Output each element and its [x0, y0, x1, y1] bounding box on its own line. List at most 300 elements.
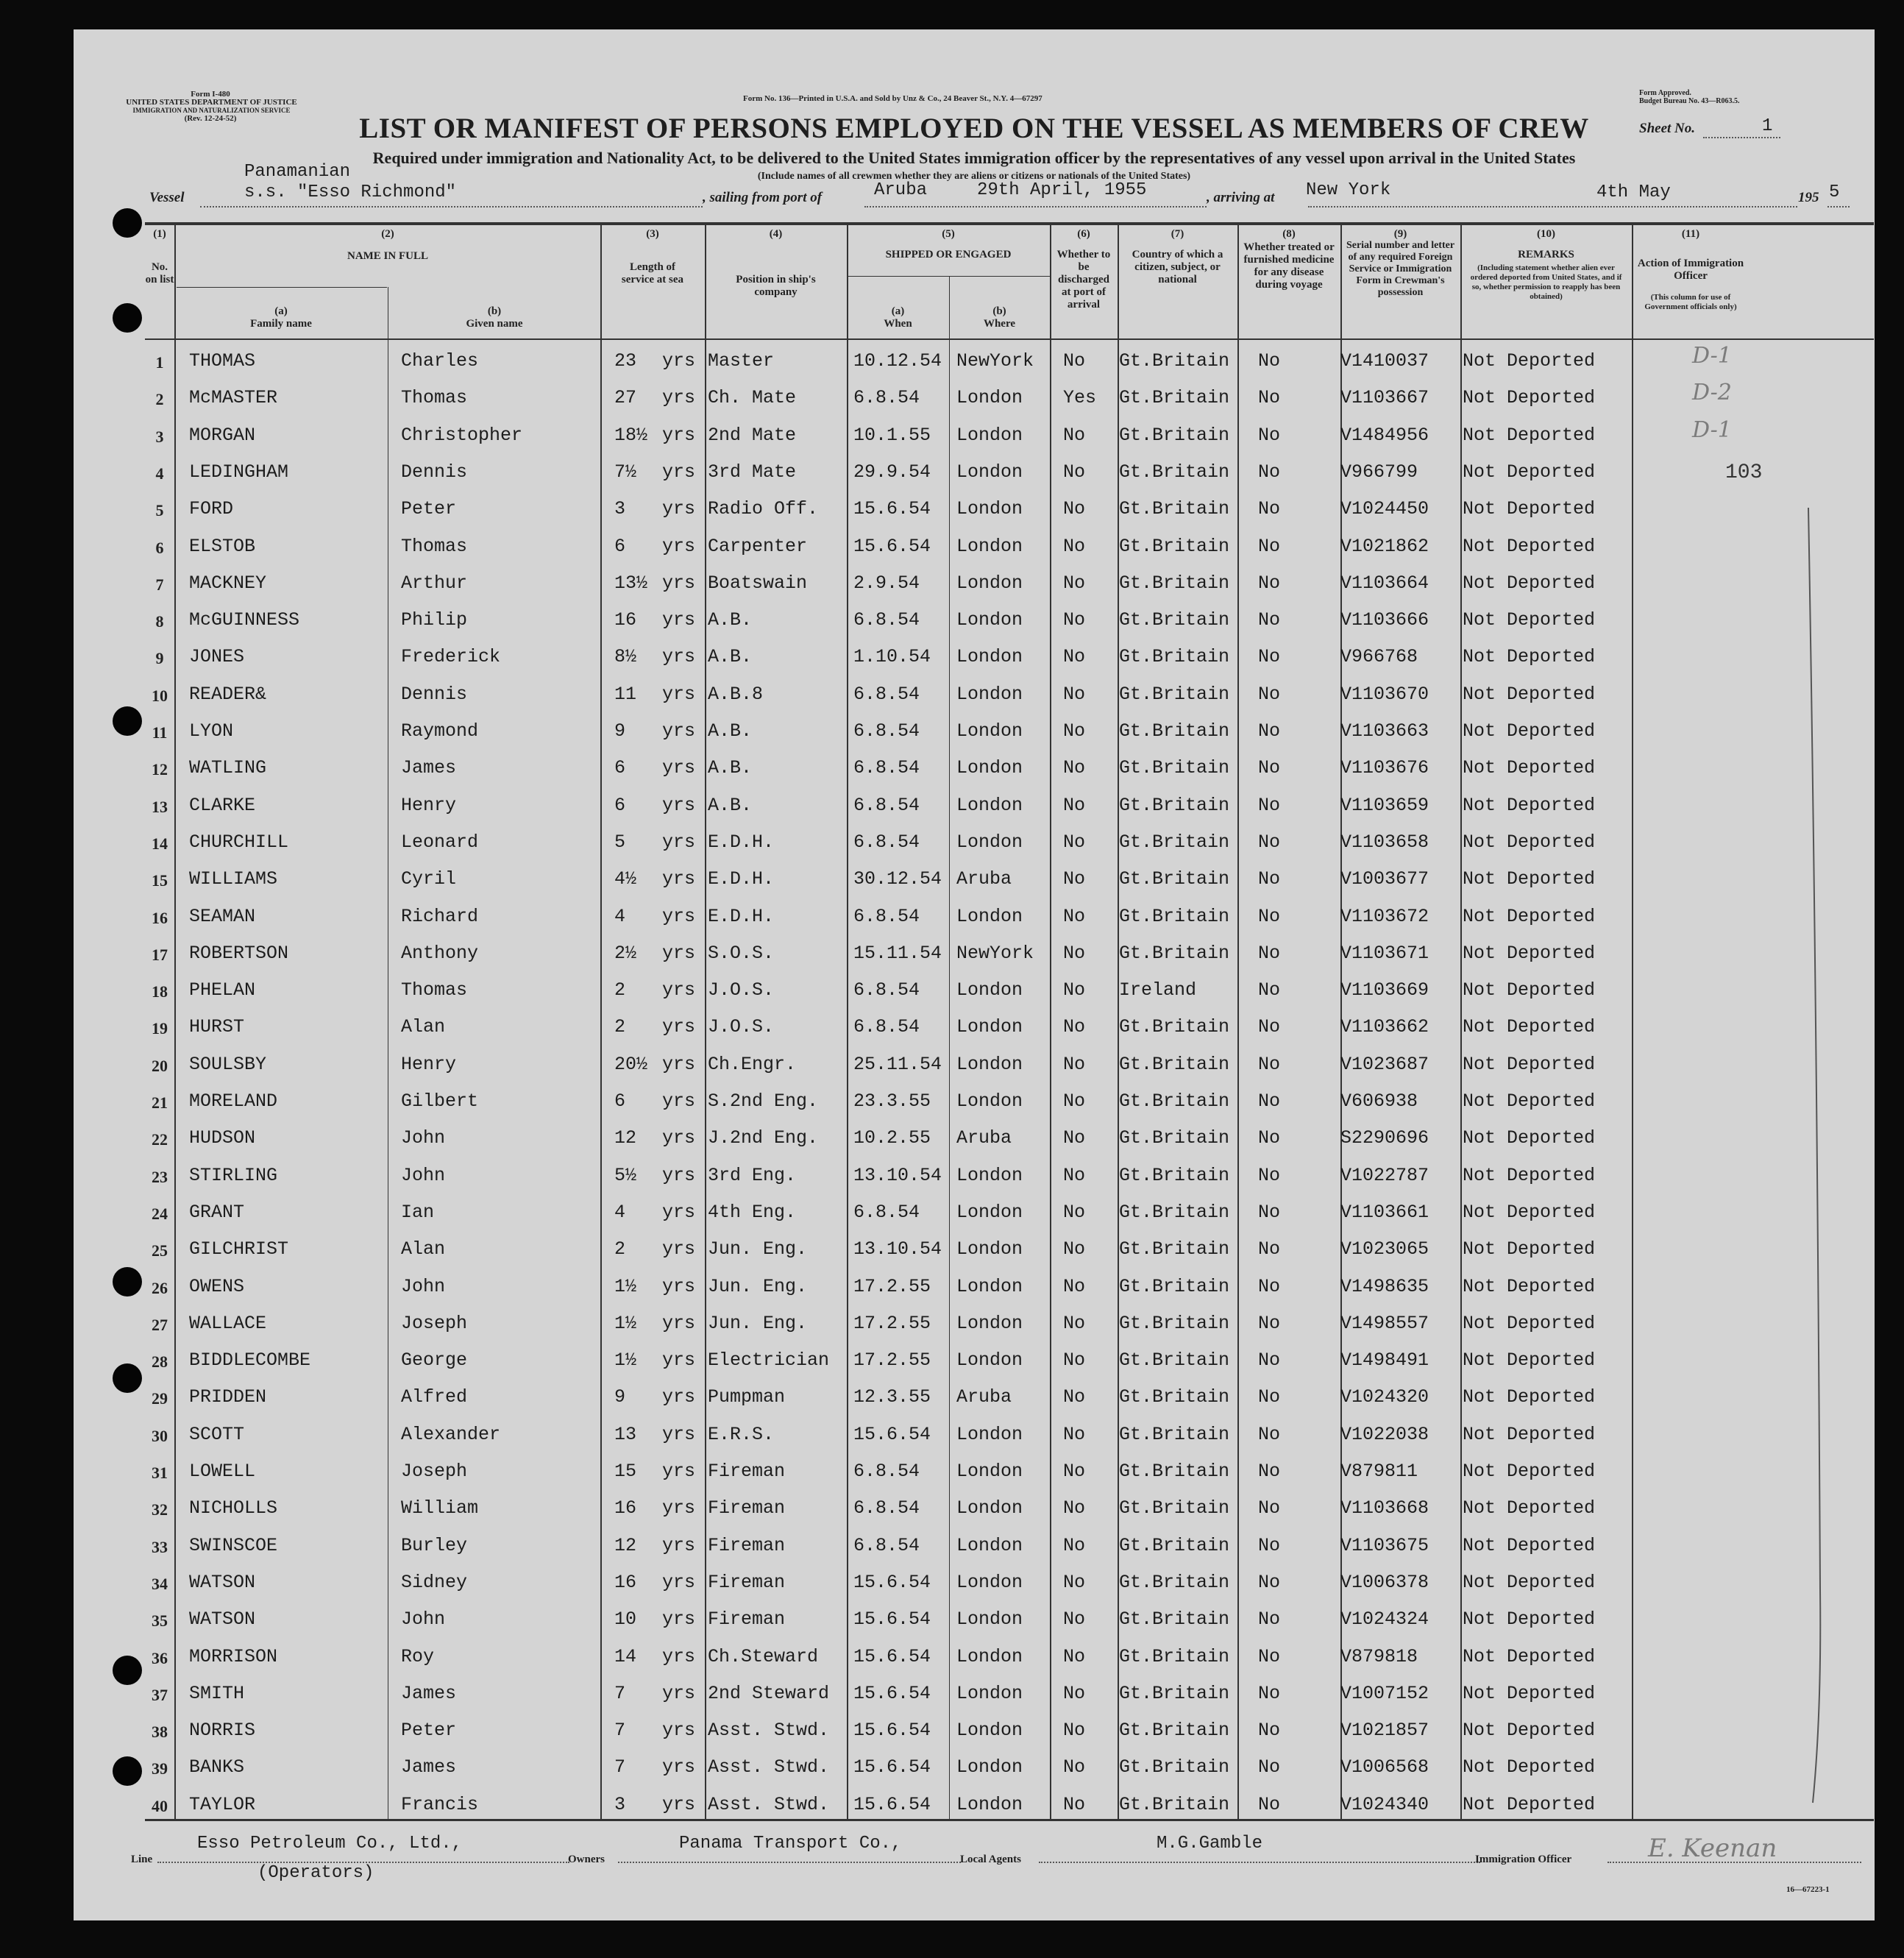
table-row: [74, 1493, 1875, 1530]
service-unit: yrs: [662, 1053, 696, 1075]
service-unit: yrs: [662, 720, 696, 742]
shipped-where: Aruba: [956, 868, 1012, 890]
treated: No: [1258, 794, 1281, 816]
treated: No: [1258, 1534, 1281, 1556]
country: Gt.Britain: [1119, 461, 1230, 483]
name-subdivide-rule: [177, 287, 387, 288]
shipped-where: London: [956, 1016, 1023, 1038]
shipped-where: London: [956, 1720, 1023, 1742]
table-header-rule: [145, 338, 1874, 340]
table-row: [74, 642, 1875, 678]
row-number: 23: [152, 1167, 168, 1186]
vessel-name: s.s. "Esso Richmond": [244, 182, 457, 202]
country: Gt.Britain: [1119, 1756, 1230, 1778]
serial-number: V1024324: [1340, 1608, 1429, 1631]
form-approved: Form Approved.: [1639, 89, 1691, 97]
country: Gt.Britain: [1119, 387, 1230, 409]
country: Gt.Britain: [1119, 535, 1230, 557]
country: Gt.Britain: [1119, 1349, 1230, 1372]
discharged: No: [1063, 1201, 1086, 1223]
position: 4th Eng.: [708, 1201, 797, 1223]
table-row: [74, 1530, 1875, 1567]
given-name: John: [401, 1275, 446, 1297]
table-row: [74, 1123, 1875, 1160]
remarks: Not Deported: [1463, 868, 1596, 890]
service-length: 4: [614, 1201, 626, 1223]
service-length: 27: [614, 387, 637, 409]
table-row: [74, 1086, 1875, 1123]
discharged: No: [1063, 424, 1086, 446]
owners-value: Panama Transport Co.,: [679, 1834, 902, 1854]
treated: No: [1258, 1053, 1281, 1075]
remarks: Not Deported: [1463, 1534, 1596, 1556]
given-name: Gilbert: [401, 1090, 479, 1112]
discharged: No: [1063, 535, 1086, 557]
officer-label: Immigration Officer: [1475, 1854, 1572, 1865]
col2-label: NAME IN FULL: [347, 250, 428, 262]
remarks: Not Deported: [1463, 498, 1596, 520]
given-name: Peter: [401, 1720, 457, 1742]
shipped-where: London: [956, 609, 1023, 631]
punch-hole: [113, 1656, 142, 1685]
given-name: Henry: [401, 794, 457, 816]
shipped-when: 15.6.54: [853, 1608, 931, 1631]
country: Gt.Britain: [1119, 831, 1230, 853]
shipped-when: 29.9.54: [853, 461, 931, 483]
given-name: Frederick: [401, 646, 501, 668]
discharged: No: [1063, 461, 1086, 483]
treated: No: [1258, 1720, 1281, 1742]
shipped-where: London: [956, 1608, 1023, 1631]
position: 2nd Steward: [708, 1682, 830, 1704]
family-name: ROBERTSON: [189, 942, 289, 964]
discharged: Yes: [1063, 387, 1097, 409]
service-length: 16: [614, 1571, 637, 1593]
serial-number: V879811: [1340, 1461, 1418, 1482]
treated: No: [1258, 535, 1281, 557]
discharged: No: [1063, 1608, 1086, 1631]
table-row: [74, 679, 1875, 716]
family-name: THOMAS: [189, 350, 256, 372]
service-length: 10: [614, 1608, 637, 1631]
remarks: Not Deported: [1463, 350, 1596, 372]
country: Gt.Britain: [1119, 905, 1230, 927]
given-name: Roy: [401, 1645, 435, 1667]
shipped-where: London: [956, 387, 1023, 409]
family-name: McGUINNESS: [189, 609, 300, 631]
serial-number: V1103668: [1340, 1497, 1429, 1519]
family-name: BIDDLECOMBE: [189, 1349, 311, 1372]
given-name: Joseph: [401, 1312, 468, 1334]
row-number: 9: [155, 649, 164, 668]
family-name: NORRIS: [189, 1720, 256, 1742]
line-label: Line: [131, 1854, 153, 1865]
discharged: No: [1063, 1053, 1086, 1075]
shipped-when: 6.8.54: [853, 1534, 920, 1556]
position: Jun. Eng.: [708, 1238, 808, 1260]
treated: No: [1258, 424, 1281, 446]
row-number: 11: [152, 723, 168, 742]
serial-number: V1103659: [1340, 794, 1429, 816]
treated: No: [1258, 498, 1281, 520]
treated: No: [1258, 1793, 1281, 1815]
remarks: Not Deported: [1463, 424, 1596, 446]
shipped-when: 10.2.55: [853, 1127, 931, 1149]
shipped-when: 15.6.54: [853, 1720, 931, 1742]
shipped-where: London: [956, 535, 1023, 557]
shipped-when: 15.6.54: [853, 1571, 931, 1593]
shipped-where: London: [956, 1164, 1023, 1186]
service-length: 9: [614, 1386, 626, 1408]
serial-number: V1022038: [1340, 1423, 1429, 1445]
given-name: Francis: [401, 1793, 479, 1815]
service-unit: yrs: [662, 794, 696, 816]
remarks: Not Deported: [1463, 757, 1596, 779]
arriving-date: 4th May: [1596, 182, 1671, 202]
country: Gt.Britain: [1119, 942, 1230, 964]
discharged: No: [1063, 1312, 1086, 1334]
given-name: Alfred: [401, 1386, 468, 1408]
family-name: WATSON: [189, 1608, 256, 1631]
serial-number: V966799: [1340, 461, 1418, 483]
service-unit: yrs: [662, 1793, 696, 1815]
discharged: No: [1063, 1756, 1086, 1778]
service-unit: yrs: [662, 979, 696, 1001]
remarks: Not Deported: [1463, 1164, 1596, 1186]
serial-number: V1007152: [1340, 1682, 1429, 1704]
service-unit: yrs: [662, 1720, 696, 1742]
arriving-underline: [1308, 206, 1797, 207]
row-number: 26: [152, 1278, 168, 1297]
service-unit: yrs: [662, 1645, 696, 1667]
table-row: [74, 827, 1875, 864]
service-length: 6: [614, 757, 626, 779]
treated: No: [1258, 1386, 1281, 1408]
country: Gt.Britain: [1119, 1645, 1230, 1667]
discharged: No: [1063, 794, 1086, 816]
discharged: No: [1063, 609, 1086, 631]
treated: No: [1258, 905, 1281, 927]
budget-bureau: Budget Bureau No. 43—R063.5.: [1639, 97, 1740, 105]
table-row: [74, 1197, 1875, 1234]
discharged: No: [1063, 1682, 1086, 1704]
shipped-when: 6.8.54: [853, 1016, 920, 1038]
position: Fireman: [708, 1534, 786, 1556]
row-number: 10: [152, 686, 168, 705]
remarks: Not Deported: [1463, 1312, 1596, 1334]
treated: No: [1258, 646, 1281, 668]
col5-number: (5): [942, 228, 955, 240]
service-length: 5½: [614, 1164, 637, 1186]
col5b-letter: (b): [992, 305, 1006, 317]
treated: No: [1258, 1016, 1281, 1038]
position: Electrician: [708, 1349, 830, 1372]
country: Gt.Britain: [1119, 1423, 1230, 1445]
given-name: Christopher: [401, 424, 523, 446]
col9-label: Serial number and letter of any required Foreign Service or Immigration Form in Crewman's possession: [1346, 240, 1455, 298]
position: Boatswain: [708, 572, 808, 594]
family-name: PHELAN: [189, 979, 256, 1001]
remarks: Not Deported: [1463, 1386, 1596, 1408]
shipped-when: 17.2.55: [853, 1312, 931, 1334]
serial-number: V1103662: [1340, 1016, 1429, 1038]
treated: No: [1258, 1461, 1281, 1482]
row-number: 37: [152, 1685, 168, 1704]
shipped-where: London: [956, 646, 1023, 668]
shipped-where: London: [956, 461, 1023, 483]
serial-number: V1103675: [1340, 1534, 1429, 1556]
page-subtitle: Required under immigration and Nationality Act, to be delivered to the United States immigration officer by the representatives of any vessel upon arrival in the United States: [372, 149, 1576, 167]
country: Gt.Britain: [1119, 1386, 1230, 1408]
remarks: Not Deported: [1463, 1793, 1596, 1815]
service-unit: yrs: [662, 1423, 696, 1445]
col7-number: (7): [1171, 228, 1184, 240]
treated: No: [1258, 1423, 1281, 1445]
arriving-label: , arriving at: [1207, 190, 1275, 205]
table-row: [74, 1049, 1875, 1086]
shipped-when: 6.8.54: [853, 905, 920, 927]
row-number: 35: [152, 1611, 168, 1631]
discharged: No: [1063, 572, 1086, 594]
family-name: NICHOLLS: [189, 1497, 278, 1519]
col4-label: Position in ship's company: [736, 274, 816, 298]
shipped-when: 6.8.54: [853, 794, 920, 816]
family-name: GRANT: [189, 1201, 245, 1223]
col5a-label: When: [884, 318, 912, 330]
shipped-when: 13.10.54: [853, 1238, 942, 1260]
shipped-when: 6.8.54: [853, 1461, 920, 1482]
department-name: UNITED STATES DEPARTMENT OF JUSTICE: [126, 98, 297, 107]
given-name: Burley: [401, 1534, 468, 1556]
discharged: No: [1063, 1090, 1086, 1112]
treated: No: [1258, 1349, 1281, 1372]
family-name: WILLIAMS: [189, 868, 278, 890]
given-name: Peter: [401, 498, 457, 520]
position: Fireman: [708, 1461, 786, 1482]
remarks: Not Deported: [1463, 942, 1596, 964]
given-name: James: [401, 757, 457, 779]
discharged: No: [1063, 1497, 1086, 1519]
given-name: William: [401, 1497, 479, 1519]
row-number: 18: [152, 982, 168, 1001]
country: Gt.Britain: [1119, 572, 1230, 594]
shipped-where: London: [956, 572, 1023, 594]
remarks: Not Deported: [1463, 1238, 1596, 1260]
position: 3rd Eng.: [708, 1164, 797, 1186]
serial-number: V606938: [1340, 1090, 1418, 1112]
remarks: Not Deported: [1463, 683, 1596, 705]
family-name: MORGAN: [189, 424, 256, 446]
serial-number: V1006378: [1340, 1571, 1429, 1593]
service-length: 13: [614, 1423, 637, 1445]
treated: No: [1258, 1497, 1281, 1519]
service-length: 14: [614, 1645, 637, 1667]
service-unit: yrs: [662, 1571, 696, 1593]
treated: No: [1258, 609, 1281, 631]
shipped-where: London: [956, 1090, 1023, 1112]
service-length: 7: [614, 1720, 626, 1742]
shipped-when: 15.6.54: [853, 535, 931, 557]
shipped-where: London: [956, 1423, 1023, 1445]
position: Asst. Stwd.: [708, 1720, 830, 1742]
family-name: JONES: [189, 646, 245, 668]
shipped-when: 30.12.54: [853, 868, 942, 890]
family-name: SWINSCOE: [189, 1534, 278, 1556]
col4-number: (4): [769, 228, 783, 240]
discharged: No: [1063, 1534, 1086, 1556]
discharged: No: [1063, 1423, 1086, 1445]
service-length: 2: [614, 1016, 626, 1038]
service-length: 1½: [614, 1312, 637, 1334]
col2b-label: Given name: [466, 318, 523, 330]
col11-note: (This column for use of Government officials only): [1644, 293, 1737, 311]
row-number: 2: [155, 390, 164, 409]
service-unit: yrs: [662, 1312, 696, 1334]
service-unit: yrs: [662, 498, 696, 520]
country: Gt.Britain: [1119, 1608, 1230, 1631]
family-name: SCOTT: [189, 1423, 245, 1445]
table-row: [74, 380, 1875, 419]
form-revision: (Rev. 12-24-52): [184, 114, 237, 123]
country: Gt.Britain: [1119, 1461, 1230, 1482]
col7-label: Country of which a citizen, subject, or national: [1132, 249, 1223, 285]
service-length: 7: [614, 1682, 626, 1704]
country: Gt.Britain: [1119, 1201, 1230, 1223]
country: Gt.Britain: [1119, 868, 1230, 890]
shipped-when: 2.9.54: [853, 572, 920, 594]
discharged: No: [1063, 1386, 1086, 1408]
service-length: 1½: [614, 1275, 637, 1297]
given-name: Raymond: [401, 720, 479, 742]
family-name: WATLING: [189, 757, 267, 779]
position: Master: [708, 350, 775, 372]
position: S.2nd Eng.: [708, 1090, 819, 1112]
service-length: 3: [614, 498, 626, 520]
family-name: LOWELL: [189, 1461, 256, 1482]
service-unit: yrs: [662, 387, 696, 409]
shipped-when: 15.6.54: [853, 1423, 931, 1445]
treated: No: [1258, 942, 1281, 964]
family-name: SOULSBY: [189, 1053, 267, 1075]
country: Gt.Britain: [1119, 1497, 1230, 1519]
remarks: Not Deported: [1463, 1461, 1596, 1482]
country: Gt.Britain: [1119, 1720, 1230, 1742]
punch-hole: [113, 303, 142, 333]
punch-hole: [113, 208, 142, 238]
service-length: 6: [614, 794, 626, 816]
remarks: Not Deported: [1463, 905, 1596, 927]
table-row: [74, 1642, 1875, 1678]
punch-hole: [113, 706, 142, 736]
given-name: Arthur: [401, 572, 468, 594]
row-number: 8: [155, 612, 164, 631]
treated: No: [1258, 757, 1281, 779]
arriving-port: New York: [1306, 180, 1391, 200]
shipped-when: 15.6.54: [853, 1793, 931, 1815]
table-row: [74, 416, 1875, 457]
country: Gt.Britain: [1119, 1090, 1230, 1112]
family-name: SEAMAN: [189, 905, 256, 927]
service-unit: yrs: [662, 1201, 696, 1223]
service-unit: yrs: [662, 1497, 696, 1519]
service-unit: yrs: [662, 535, 696, 557]
family-name: GILCHRIST: [189, 1238, 289, 1260]
serial-number: V1103672: [1340, 905, 1429, 927]
service-length: 1½: [614, 1349, 637, 1372]
shipped-when: 6.8.54: [853, 757, 920, 779]
treated: No: [1258, 1164, 1281, 1186]
serial-number: V1021857: [1340, 1720, 1429, 1742]
shipped-when: 6.8.54: [853, 720, 920, 742]
given-name: Richard: [401, 905, 479, 927]
remarks: Not Deported: [1463, 1608, 1596, 1631]
given-name: Sidney: [401, 1571, 468, 1593]
operators-note: (Operators): [257, 1863, 374, 1883]
table-row: [74, 605, 1875, 642]
service-length: 12: [614, 1127, 637, 1149]
treated: No: [1258, 831, 1281, 853]
punch-hole: [113, 1363, 142, 1393]
shipped-where: London: [956, 905, 1023, 927]
col2a-label: Family name: [250, 318, 312, 330]
country: Gt.Britain: [1119, 794, 1230, 816]
discharged: No: [1063, 683, 1086, 705]
discharged: No: [1063, 1164, 1086, 1186]
sailing-underline: [864, 206, 1207, 207]
remarks: Not Deported: [1463, 572, 1596, 594]
discharged: No: [1063, 1349, 1086, 1372]
discharged: No: [1063, 350, 1086, 372]
service-unit: yrs: [662, 1756, 696, 1778]
immigration-action: D-1: [1692, 343, 1732, 369]
service-length: 12: [614, 1534, 637, 1556]
family-name: MACKNEY: [189, 572, 267, 594]
family-name: LEDINGHAM: [189, 461, 289, 483]
shipped-when: 6.8.54: [853, 1201, 920, 1223]
shipped-where: NewYork: [956, 350, 1034, 372]
owners-label: Owners: [568, 1854, 605, 1865]
position: J.O.S.: [708, 979, 775, 1001]
discharged: No: [1063, 1645, 1086, 1667]
shipped-where: London: [956, 1053, 1023, 1075]
row-number: 3: [155, 427, 164, 446]
col11-number: (11): [1681, 228, 1700, 240]
row-number: 30: [152, 1426, 168, 1445]
given-name: John: [401, 1608, 446, 1631]
position: Carpenter: [708, 535, 808, 557]
discharged: No: [1063, 831, 1086, 853]
position: Fireman: [708, 1608, 786, 1631]
position: J.O.S.: [708, 1016, 775, 1038]
table-row: [74, 864, 1875, 901]
shipped-when: 6.8.54: [853, 1497, 920, 1519]
country: Gt.Britain: [1119, 646, 1230, 668]
remarks: Not Deported: [1463, 1571, 1596, 1593]
col8-number: (8): [1282, 228, 1296, 240]
serial-number: V1103671: [1340, 942, 1429, 964]
family-name: FORD: [189, 498, 234, 520]
col3-number: (3): [646, 228, 659, 240]
family-name: MORELAND: [189, 1090, 278, 1112]
row-number: 13: [152, 797, 168, 816]
treated: No: [1258, 461, 1281, 483]
table-row: [74, 1308, 1875, 1345]
country: Gt.Britain: [1119, 720, 1230, 742]
serial-number: V1484956: [1340, 424, 1429, 446]
row-number: 7: [155, 575, 164, 594]
shipped-when: 17.2.55: [853, 1349, 931, 1372]
service-unit: yrs: [662, 831, 696, 853]
